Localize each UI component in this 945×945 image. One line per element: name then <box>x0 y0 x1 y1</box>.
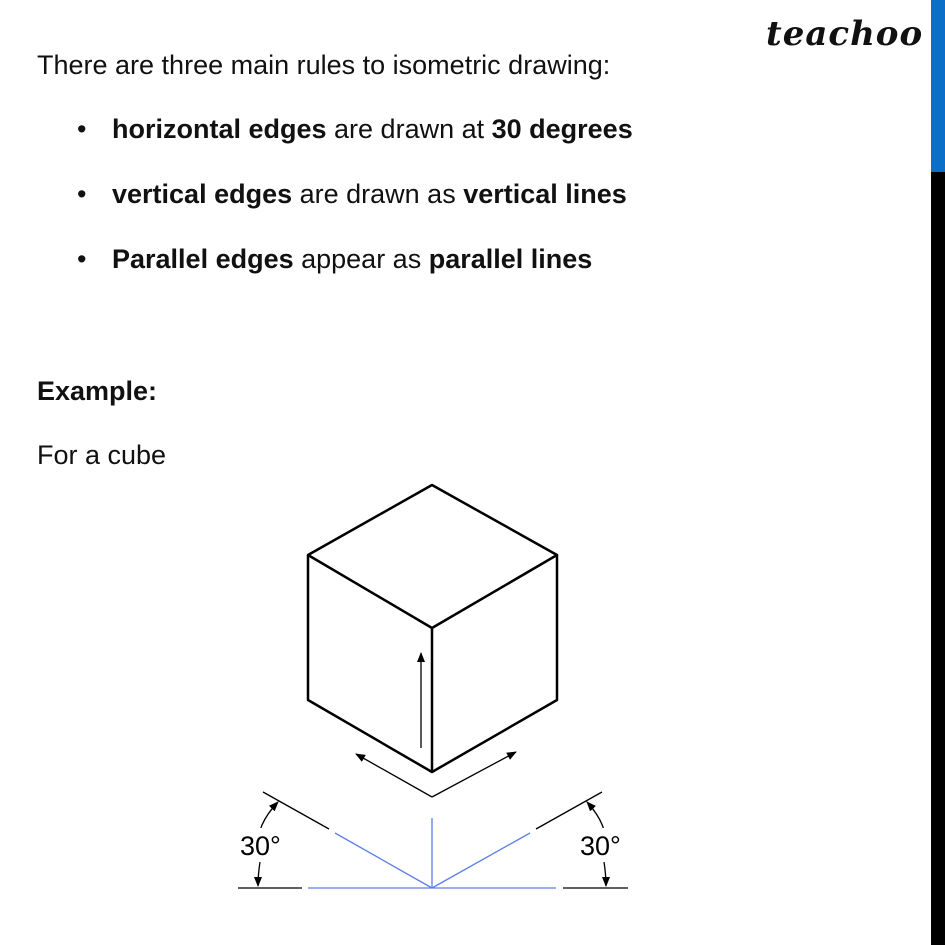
bullet-icon: • <box>77 179 87 209</box>
reference-lines <box>238 792 628 888</box>
rule-term: horizontal edges <box>112 114 327 144</box>
example-heading: Example: <box>37 376 158 406</box>
rule-value: parallel lines <box>428 244 593 274</box>
direction-arrows <box>356 653 516 797</box>
cube <box>308 485 557 772</box>
rule-text: appear as <box>293 244 429 274</box>
rule-value: 30 degrees <box>491 114 633 144</box>
bullet-icon: • <box>77 114 87 144</box>
bullet-icon: • <box>77 244 87 274</box>
teachoo-logo: teachoo <box>766 14 924 54</box>
rule-value: vertical lines <box>463 179 627 209</box>
guide-lines-blue <box>308 818 556 888</box>
rule-text: are drawn at <box>326 114 492 144</box>
example-text: For a cube <box>37 440 167 470</box>
angle-label-right: 30° <box>580 831 621 861</box>
rule-term: vertical edges <box>112 179 293 209</box>
rule-text: are drawn as <box>292 179 464 209</box>
intro-text: There are three main rules to isometric drawing: <box>37 50 611 80</box>
rule-term: Parallel edges <box>112 244 294 274</box>
angle-label-left: 30° <box>240 831 281 861</box>
